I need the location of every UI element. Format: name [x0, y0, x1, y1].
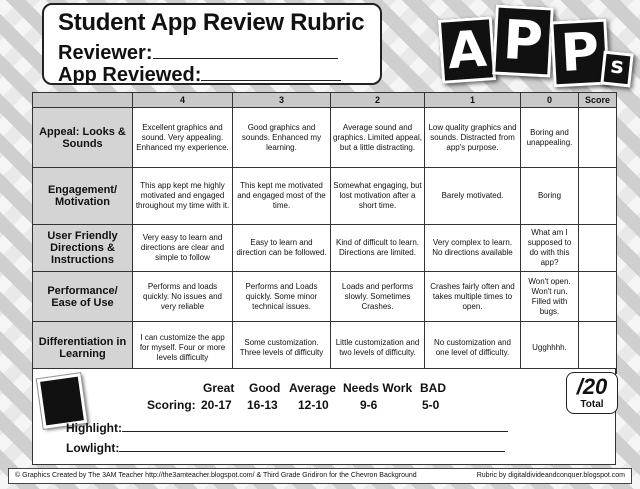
- rubric-cell: Little customization and two levels of difficulty.: [331, 322, 425, 374]
- scale-label: Needs Work: [343, 381, 413, 395]
- scale-label: BAD: [420, 381, 446, 395]
- logo-tile-a: A: [438, 16, 496, 84]
- score-cell[interactable]: [579, 168, 617, 225]
- rubric-cell: Ugghhhh.: [521, 322, 579, 374]
- table-row: [33, 272, 617, 322]
- scoring-label: Scoring:: [147, 398, 196, 412]
- header-score: Score: [579, 93, 617, 108]
- criterion-label: Differentiation in Learning: [33, 322, 133, 374]
- rubric-cell: Loads and performs slowly. Sometimes Crashes.: [331, 272, 425, 322]
- rubric-cell: Good graphics and sounds. Enhanced my learning.: [233, 108, 331, 168]
- app-reviewed-label: App Reviewed:: [58, 64, 202, 86]
- reviewer-line: [58, 41, 338, 65]
- rubric-cell: Kind of difficult to learn. Directions are limited.: [331, 225, 425, 272]
- rubric-cell: Somewhat engaging, but lost motivation after a short time.: [331, 168, 425, 225]
- logo-tile-p1: P: [492, 5, 554, 78]
- header-4: 4: [133, 93, 233, 108]
- header-3: 3: [233, 93, 331, 108]
- total-label: Total: [580, 399, 604, 410]
- criterion-label: User Friendly Directions & Instructions: [33, 225, 133, 272]
- score-cell[interactable]: [579, 272, 617, 322]
- rubric-cell: Performs and Loads quickly. Some minor technical issues.: [233, 272, 331, 322]
- highlight-label: Highlight:: [66, 421, 122, 435]
- score-cell[interactable]: [579, 322, 617, 374]
- page-title: Student App Review Rubric: [58, 9, 365, 36]
- footer-credits: © Graphics Created by The 3AM Teacher http://the3amteacher.blogspot.com/ & Third Grade Gridiron for the Chevron Background: [15, 472, 417, 479]
- scale-label: Average: [289, 381, 336, 395]
- header-0: 0: [521, 93, 579, 108]
- footer: [8, 468, 632, 484]
- scale-range: 20-17: [201, 398, 232, 412]
- lowlight-label: Lowlight:: [66, 441, 120, 455]
- rubric-cell: This kept me motivated and engaged most of the time.: [233, 168, 331, 225]
- rubric-cell: Low quality graphics and sounds. Distracted from app's purpose.: [425, 108, 521, 168]
- scale-label: Good: [249, 381, 281, 395]
- header-criterion: [33, 93, 133, 108]
- rubric-cell: Very complex to learn. No directions available: [425, 225, 521, 272]
- apps-logo: [432, 4, 632, 92]
- scale-range: 12-10: [298, 398, 329, 412]
- rubric-cell: Boring: [521, 168, 579, 225]
- rubric-cell: Boring and unappealing.: [521, 108, 579, 168]
- header-box: [42, 3, 382, 85]
- rubric-cell: Won't open. Won't run. Filled with bugs.: [521, 272, 579, 322]
- lowlight-line: [66, 440, 505, 455]
- app-reviewed-line: [58, 63, 341, 87]
- rubric-cell: Average sound and graphics. Limited appeal, but a little distracting.: [331, 108, 425, 168]
- scale-range: 9-6: [360, 398, 378, 412]
- criterion-label: Performance/ Ease of Use: [33, 272, 133, 322]
- lowlight-field[interactable]: [119, 440, 505, 452]
- highlight-line: [66, 420, 508, 435]
- table-row: [33, 168, 617, 225]
- scale-range: 16-13: [247, 398, 278, 412]
- reviewer-field[interactable]: [153, 41, 338, 59]
- table-row: [33, 322, 617, 374]
- criterion-label: Engagement/ Motivation: [33, 168, 133, 225]
- logo-tile-s: s: [600, 51, 633, 88]
- rubric-cell: Some customization. Three levels of difficulty: [233, 322, 331, 374]
- header-2: 2: [331, 93, 425, 108]
- rubric-cell: Barely motivated.: [425, 168, 521, 225]
- rubric-cell: Very easy to learn and directions are clear and simple to follow: [133, 225, 233, 272]
- scale-label: Great: [203, 381, 235, 395]
- table-row: [33, 108, 617, 168]
- rubric-cell: I can customize the app for myself. Four or more levels difficulty: [133, 322, 233, 374]
- rubric-header-row: [33, 93, 617, 108]
- total-box[interactable]: [566, 372, 618, 414]
- rubric-cell: Crashes fairly often and takes multiple times to open.: [425, 272, 521, 322]
- rubric-cell: What am I supposed to do with this app?: [521, 225, 579, 272]
- highlight-field[interactable]: [122, 420, 508, 432]
- total-value: /20: [576, 374, 608, 399]
- rubric-table: [32, 92, 617, 374]
- app-reviewed-field[interactable]: [201, 63, 341, 81]
- header-1: 1: [425, 93, 521, 108]
- table-row: [33, 225, 617, 272]
- reviewer-label: Reviewer:: [58, 42, 153, 64]
- scale-range: 5-0: [422, 398, 440, 412]
- rubric-cell: Performs and loads quickly. No issues and very reliable: [133, 272, 233, 322]
- rubric-cell: Excellent graphics and sound. Very appealing. Enhanced my experience.: [133, 108, 233, 168]
- rubric-cell: No customization and one level of difficulty.: [425, 322, 521, 374]
- footer-rubric-credit: Rubric by digitaldivideandconquer.blogspot.com: [476, 472, 625, 479]
- score-cell[interactable]: [579, 108, 617, 168]
- logo-tile-p2: P: [550, 19, 609, 88]
- rubric-cell: Easy to learn and direction can be followed.: [233, 225, 331, 272]
- rubric-cell: This app kept me highly motivated and engaged throughout my time with it.: [133, 168, 233, 225]
- score-cell[interactable]: [579, 225, 617, 272]
- criterion-label: Appeal: Looks & Sounds: [33, 108, 133, 168]
